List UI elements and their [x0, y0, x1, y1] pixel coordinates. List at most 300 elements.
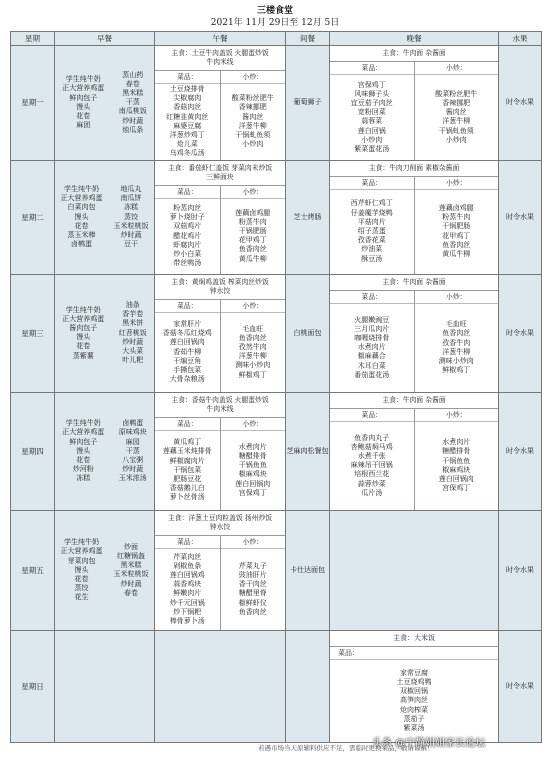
dish-item: 香辣挪肥: [238, 103, 267, 112]
dish-item: 西芹虾仁鸡丁: [350, 199, 393, 208]
dish-item: 剁椒鱼条: [173, 561, 202, 570]
dish-item: 鲜椒鸡丁: [238, 370, 267, 379]
dish-item: 培根西兰花: [354, 470, 390, 479]
menu-row: [11, 160, 542, 274]
dish-item: 绍子蒸蛋: [357, 227, 386, 236]
breakfast-item: 麻园: [125, 437, 140, 446]
breakfast-cell: [55, 274, 155, 392]
dish-item: 小炒肉: [445, 135, 467, 144]
date-range: 2021年 11月 29日至 12月 5日: [210, 18, 340, 28]
breakfast-list-a: [61, 538, 103, 602]
lunch-dishes-column: [155, 300, 220, 392]
dish-item: 酥豆汤: [361, 254, 383, 263]
breakfast-item: 原味鸡块: [118, 428, 147, 437]
breakfast-item: 香芋卷: [122, 310, 144, 319]
breakfast-item: 南瓜桃饭: [118, 107, 147, 116]
breakfast-item: 玉米粒桃饭: [113, 570, 149, 579]
dish-item: 酱肉丝: [242, 112, 264, 121]
dish-item: 黄瓜鸡丁: [173, 438, 202, 447]
menu-body: [11, 46, 542, 743]
dinner-dishes-label: 菜品：: [330, 62, 414, 75]
breakfast-item: 蒸饺: [124, 212, 138, 221]
dinner-block: [330, 161, 498, 274]
lunch-block: [155, 275, 285, 392]
dish-item: 酱肉丝: [445, 108, 467, 117]
snack-cell: 卡仕达面包: [286, 510, 330, 630]
header-breakfast: 早餐: [55, 32, 155, 46]
dish-item: 香干肉丝: [238, 580, 267, 589]
dish-item: 洋葱牛柳: [442, 347, 471, 356]
dish-item: 家常肝片: [173, 320, 202, 328]
dish-item: 香辣挪肥: [442, 98, 471, 107]
breakfast-item: 红苕桃饭: [118, 328, 147, 337]
dish-item: 炝儿菜: [176, 140, 198, 149]
lunch-dishes-column: [155, 186, 220, 274]
dish-item: 鱼香肉丝: [442, 240, 471, 249]
dish-item: 大骨杂粮汤: [169, 375, 205, 384]
dinner-staple: [330, 46, 498, 62]
dish-item: 火腿嫩豌豆: [354, 315, 390, 324]
lunch-block: [155, 393, 285, 510]
dish-item: 黄瓜牛柳: [442, 250, 471, 259]
breakfast-item: 芽菜肉包: [67, 556, 96, 565]
dinner-dishes: [330, 409, 498, 510]
dish-item: 瓜片汤: [361, 488, 383, 497]
dinner-dishes-column: [330, 62, 414, 160]
lunch-staple: [155, 393, 285, 418]
breakfast-item: 卤鹌蛋: [122, 419, 144, 428]
lunch-dishes: [155, 300, 285, 392]
dish-item: 干锅肥肠: [442, 222, 471, 231]
lunch-dishes-list: [155, 313, 220, 392]
breakfast-list-a: [62, 75, 104, 130]
dish-item: 测味小炒肉: [235, 361, 271, 370]
lunch-stir-fry-label: 小炒：: [221, 186, 286, 199]
dish-item: 棒骨萝卜汤: [169, 617, 205, 626]
breakfast-item: 麻团: [76, 121, 91, 130]
dish-item: 孜然牛肉: [238, 343, 267, 352]
weekly-menu-table: [10, 31, 542, 743]
dish-item: 糖醋里脊: [238, 589, 267, 598]
watermark: 头条 @宁静姐姐家长论坛: [372, 738, 486, 749]
dinner-block: [330, 631, 498, 742]
dish-item: 鱼香肉丝: [238, 245, 267, 254]
lunch-stir-fry-list: [221, 431, 286, 510]
menu-row: [11, 630, 542, 742]
dish-item: 蒜蓉菜: [361, 117, 383, 126]
lunch-dishes-label: 菜品：: [155, 536, 220, 549]
header-fruit: 水果: [499, 32, 542, 46]
dish-item: 水煮千张: [357, 452, 386, 460]
lunch-cell: [155, 160, 286, 274]
breakfast-item: 蒸饺: [74, 584, 89, 593]
header-snack: 间餐: [286, 32, 330, 46]
dish-item: 莲藕卤鸡腿: [438, 204, 474, 213]
dish-item: 宫保鸡丁: [238, 488, 267, 497]
dish-item: 椒麻藕合: [357, 352, 386, 361]
dinner-dishes: [330, 62, 498, 160]
breakfast-item: 鲜肉包子: [69, 93, 98, 102]
lunch-dishes: [155, 186, 285, 274]
dish-item: 鱼香肉丸子: [354, 433, 390, 442]
breakfast-item: 鲜肉包子: [69, 437, 98, 446]
dish-item: 杏鲍菇焖马鸡: [350, 442, 393, 451]
breakfast-item: 花卷: [76, 112, 91, 121]
dish-item: 鲜椒鸡丁: [442, 366, 471, 375]
dish-item: 家常豆腐: [400, 668, 428, 677]
menu-row: [11, 46, 542, 161]
dish-item: 糖醋排骨: [442, 447, 471, 456]
lunch-staple-line: 三鲜面块: [206, 172, 234, 181]
breakfast-item: 冻糕: [124, 203, 138, 212]
dish-item: 麻婆豆腐: [173, 121, 202, 130]
dinner-dishes: [330, 291, 498, 392]
dinner-stir-fry-list: [415, 304, 499, 392]
dinner-staple-line: 主食：牛肉面 杂酱面: [382, 277, 446, 286]
dish-item: 干编豆角: [173, 356, 202, 365]
dinner-block: [330, 393, 498, 510]
dish-item: 芹菜肉丝: [173, 552, 202, 561]
dish-item: 木耳白菜: [357, 361, 386, 370]
lunch-staple: [155, 46, 285, 71]
dish-item: 宽粉回菜: [357, 108, 386, 117]
breakfast-item: 黑米糕: [120, 561, 142, 570]
dinner-dishes-list: [330, 190, 414, 274]
dish-item: 麻辣吊干回锅: [350, 461, 393, 470]
breakfast-item: 炒河粉: [72, 465, 94, 474]
lunch-dishes-column: [155, 536, 220, 630]
dish-item: 风味狮子头: [354, 89, 390, 98]
dish-item: 莲白回锅肉: [169, 338, 205, 347]
dinner-dishes-column: [330, 291, 414, 392]
dish-item: 乌鸡冬瓜汤: [169, 149, 205, 158]
lunch-stir-fry-column: [220, 418, 286, 510]
dish-item: 宜豆茄子肉丝: [350, 98, 393, 107]
dish-item: 双椒回锅: [400, 687, 428, 696]
dish-item: 莲白回锅肉: [235, 479, 271, 488]
dish-item: 毛血旺: [445, 320, 467, 329]
lunch-dishes-list: [155, 84, 220, 160]
dish-item: 花甲鸡丁: [238, 236, 267, 245]
dish-item: 干锅鱼鱼: [442, 456, 471, 465]
dinner-staple-line: 主食：牛肉面 杂酱面: [382, 49, 446, 57]
breakfast-item: 馒头: [74, 212, 89, 221]
snack-cell: [286, 630, 330, 742]
dinner-staple-line: 主食：牛肉面 杂酱面: [382, 395, 446, 404]
dinner-cell: [330, 630, 499, 742]
lunch-dishes-list: [155, 199, 220, 274]
breakfast-list-a: [62, 306, 104, 361]
breakfast-item: 大头菜: [122, 347, 144, 356]
lunch-dishes: [155, 71, 285, 160]
dish-item: 酸菜粉丝肥牛: [435, 89, 478, 98]
breakfast-item: 学生纯牛奶: [65, 75, 101, 84]
dish-item: 香菇肉丝: [173, 103, 202, 112]
dish-item: 干锅虬鱼须: [235, 131, 271, 140]
lunch-dishes-column: [155, 418, 220, 510]
weekday-cell: 星期五: [11, 510, 55, 630]
breakfast-cell: [55, 510, 155, 630]
breakfast-item: 炒时蔬: [120, 579, 142, 588]
dish-item: 水煮肉片: [238, 442, 267, 451]
breakfast-item: 黑米饼: [122, 319, 144, 328]
dinner-dishes-list: [330, 660, 498, 742]
dinner-dishes-list: [330, 422, 414, 510]
dinner-staple: [330, 275, 498, 291]
menu-row: [11, 392, 542, 510]
fruit-cell: 时令水果: [499, 46, 542, 161]
dish-item: 宫保鸡丁: [357, 80, 386, 89]
dish-item: 鲜嫩肉片: [173, 589, 202, 598]
dish-item: 糖醋排骨: [238, 451, 267, 460]
dish-item: 莲藕玉米炖排骨: [162, 447, 212, 456]
weekday-cell: 星期日: [11, 630, 55, 742]
breakfast-item: 正大营养鸡蛋: [62, 428, 105, 437]
snack-cell: 芝士烤肠: [286, 160, 330, 274]
dish-item: 莲白回锅肉: [438, 475, 474, 484]
dinner-stir-fry-column: [414, 409, 499, 510]
dish-item: 香菇冬瓜红烧鸡: [162, 329, 212, 338]
lunch-dishes-label: 菜品：: [155, 418, 220, 431]
lunch-block: [155, 46, 285, 160]
weekday-cell: 星期四: [11, 392, 55, 510]
dish-item: 椒麻鸡块: [442, 465, 471, 474]
lunch-staple-line: 主食：番茄虾仁盖饭 芽菜肉末炒饭: [167, 163, 273, 172]
lunch-stir-fry-label: 小炒：: [221, 418, 286, 431]
breakfast-item: 馒头: [76, 446, 91, 455]
breakfast-item: 卤鹌蛋: [71, 240, 92, 249]
fruit-cell: 时令水果: [499, 510, 542, 630]
dish-item: 洋葱牛柳: [442, 117, 471, 126]
breakfast-item: 叶儿粑: [122, 356, 144, 365]
breakfast-item: 正大营养鸡蛋: [62, 84, 105, 93]
dish-item: 醋花鸡片: [173, 231, 202, 240]
lunch-stir-fry-list: [221, 549, 286, 630]
fruit-cell: 时令水果: [499, 630, 542, 742]
header-dinner: 晚餐: [330, 32, 499, 46]
dinner-cell: [330, 392, 499, 510]
lunch-stir-fry-list: [221, 84, 286, 160]
dinner-dishes-column: [330, 177, 414, 274]
breakfast-item: 炒时蔬: [122, 465, 144, 474]
dish-item: 紫菜汤: [403, 724, 425, 733]
menu-row: [11, 510, 542, 630]
breakfast-item: 白菜肉包: [67, 203, 96, 212]
dinner-dishes-label: 菜品：: [330, 291, 414, 304]
breakfast-item: 红糖锅盔: [117, 552, 145, 561]
dish-item: 虾腐肉片: [173, 240, 202, 249]
breakfast-list-b: [114, 543, 149, 598]
lunch-staple: [155, 161, 285, 186]
breakfast-item: 馒头: [76, 102, 91, 111]
dish-item: 测味小炒肉: [438, 356, 474, 365]
lunch-stir-fry-list: [221, 199, 286, 274]
breakfast-item: 地瓜丸: [120, 184, 142, 193]
breakfast-item: 学生纯牛奶: [65, 419, 101, 428]
dinner-dishes-column: [330, 409, 414, 510]
lunch-staple-line: 主食：黄焖鸡盖饭 榨菜肉丝炒饭: [171, 277, 269, 286]
breakfast-item: 正大营养鸡蛋: [62, 314, 105, 323]
dish-item: 蒜香鸡块: [173, 580, 202, 589]
dish-item: 莲白回锅: [357, 126, 386, 135]
dish-item: 蒜蓉炒菜: [357, 479, 386, 488]
breakfast-list-b: [119, 301, 147, 365]
dish-item: 仔姜魔芋烧鸭: [350, 208, 393, 217]
breakfast-item: 酱肉包子: [69, 324, 98, 333]
lunch-cell: [155, 630, 286, 742]
lunch-staple-line: 主食：香菇牛肉盖饭 火腿蛋炒饭: [171, 395, 269, 404]
breakfast-item: 蒸山药: [122, 70, 144, 79]
dish-item: 洋葱牛柳: [238, 121, 267, 130]
dinner-stir-fry-label: 小炒：: [415, 177, 499, 190]
menu-title: 三楼食堂: [256, 6, 293, 16]
fruit-cell: 时令水果: [499, 392, 542, 510]
dish-item: 番茄蛋花汤: [354, 370, 390, 379]
breakfast-item: 南瓜饼: [120, 194, 142, 203]
dish-item: 萝卜烧肘子: [169, 213, 205, 222]
breakfast-item: 花生: [74, 593, 89, 602]
breakfast-list-b: [119, 71, 147, 135]
footnote: 若遇市场当天原辅料供应不足，需临时更换菜品，敬请谅解！: [258, 744, 434, 752]
dish-item: 带丝鸭汤: [173, 259, 202, 268]
breakfast-item: 春卷: [124, 588, 138, 597]
lunch-dishes: [155, 418, 285, 510]
snack-cell: 芝麻肉松餐包: [286, 392, 330, 510]
dinner-block: [330, 46, 498, 160]
breakfast-item: 冻糕: [76, 474, 91, 483]
breakfast-item: 花卷: [76, 455, 91, 464]
dish-item: 黄瓜牛柳: [238, 254, 267, 263]
lunch-staple: [155, 511, 285, 536]
snack-cell: 葡萄狮子: [286, 46, 330, 161]
breakfast-item: 干蒸: [125, 98, 140, 107]
dinner-dishes-list: [330, 75, 414, 160]
lunch-dishes-list: [155, 549, 220, 630]
dish-item: 小炒肉: [242, 140, 264, 149]
dish-item: 炒小白菜: [173, 249, 202, 258]
lunch-dishes-list: [155, 431, 220, 510]
dish-item: 炒下锅粑: [173, 607, 202, 616]
lunch-staple-line: 牛肉米线: [206, 58, 234, 66]
fruit-cell: 时令水果: [499, 160, 542, 274]
lunch-stir-fry-list: [221, 313, 286, 392]
lunch-block: [155, 511, 285, 630]
breakfast-item: 玉米浓汤: [118, 474, 147, 483]
breakfast-item: 学生纯牛奶: [64, 184, 99, 193]
breakfast-item: 炒时蔬: [120, 230, 142, 239]
breakfast-item: 烛瓜条: [122, 125, 144, 134]
dish-item: 萝卜丝骨汤: [169, 493, 205, 502]
dish-item: 土豆烧鸡鸭: [396, 678, 432, 687]
dinner-dishes-label: 菜品：: [330, 177, 414, 190]
dish-item: 小炒肉: [361, 135, 383, 144]
dinner-stir-fry-list: [415, 190, 499, 274]
breakfast-list-a: [62, 419, 104, 483]
dinner-cell: [330, 510, 499, 630]
lunch-cell: [155, 46, 286, 161]
dish-item: 高笋肉丝: [400, 696, 428, 705]
dinner-stir-fry-label: 小炒：: [415, 62, 499, 75]
dish-item: 椒鲜虾仪: [238, 598, 267, 607]
lunch-stir-fry-column: [220, 300, 286, 392]
dinner-stir-fry-column: [414, 177, 499, 274]
dish-item: 双菇鸡片: [173, 222, 202, 231]
breakfast-item: 油条: [125, 301, 140, 309]
dish-item: 鱼香肉丝: [442, 329, 471, 338]
dinner-dishes-list: [330, 304, 414, 392]
lunch-stir-fry-column: [220, 186, 286, 274]
breakfast-cell: [55, 392, 155, 510]
dinner-staple: [330, 393, 498, 409]
dish-item: 手撕包菜: [173, 366, 202, 375]
dinner-staple: 主食：大米饭: [330, 631, 498, 647]
lunch-cell: [155, 510, 286, 630]
dish-item: 水煮肉片: [442, 438, 471, 447]
lunch-stir-fry-label: 小炒：: [221, 536, 286, 549]
dinner-stir-fry-label: 小炒：: [415, 409, 499, 422]
breakfast-item: 花卷: [76, 342, 91, 351]
lunch-stir-fry-column: [220, 71, 286, 160]
breakfast-item: 花卷: [74, 575, 89, 584]
breakfast-item: 干蒸: [125, 446, 140, 455]
breakfast-item: 蒸紫薯: [72, 351, 94, 360]
breakfast-item: 炒时蔬: [122, 116, 144, 125]
dish-item: 洋葱牛柳: [238, 352, 267, 361]
dish-item: 宫保鸡丁: [442, 484, 471, 493]
dish-item: 炝肉榨菜: [400, 705, 428, 714]
lunch-dishes-label: 菜品：: [155, 186, 220, 199]
dish-item: 水煮肉片: [357, 343, 386, 352]
dish-item: 紫菜蛋花汤: [354, 144, 390, 153]
lunch-dishes-label: 菜品：: [155, 300, 220, 313]
dish-item: 红糖韭黄肉丝: [166, 112, 209, 121]
breakfast-item: 八宝粥: [122, 455, 144, 464]
lunch-cell: [155, 392, 286, 510]
breakfast-item: 蒸玉米棒: [67, 230, 96, 239]
dinner-dishes-label: 菜品：: [330, 647, 498, 660]
dish-item: 肥肠豆花: [173, 474, 202, 483]
dish-item: 鲜椒腐肉片: [169, 456, 205, 465]
breakfast-cell: [55, 46, 155, 161]
dish-item: 椒麻鸡块: [238, 470, 267, 479]
dish-item: 香菇鹅儿白: [169, 484, 205, 493]
header-weekday: 星期: [11, 32, 55, 46]
dish-item: 干锅肥肠: [238, 226, 267, 235]
breakfast-item: 炒面: [124, 542, 138, 551]
dish-item: 三月瓜肉片: [354, 324, 390, 333]
lunch-staple-line: 牛肉米线: [206, 404, 234, 413]
lunch-staple-line: 钟水饺: [209, 522, 231, 531]
lunch-staple-line: 主食：洋葱土豆肉粒盖饭 扬州炒饭: [167, 513, 273, 522]
dish-item: 洋葱炒鸡丁: [169, 131, 205, 140]
dish-item: 炒千元回锅: [169, 598, 205, 607]
dinner-stir-fry-column: [414, 291, 499, 392]
dish-item: 毛血旺: [242, 324, 264, 333]
dish-item: 土豆烧排骨: [169, 85, 205, 94]
dish-item: 干锅虬鱼须: [438, 126, 474, 135]
dinner-block: [330, 275, 498, 392]
dish-item: 莲藕卤鸡腿: [235, 208, 271, 217]
breakfast-item: 正大营养鸡蛋: [60, 194, 103, 203]
dish-item: 粉蒸牛肉: [442, 213, 471, 222]
breakfast-item: 学生纯牛奶: [64, 538, 99, 547]
dish-item: 粉蒸肉丝: [173, 203, 202, 212]
dinner-stir-fry-label: 小炒：: [415, 291, 499, 304]
breakfast-list-b: [114, 185, 149, 249]
dish-item: 酸菜粉丝肥牛: [231, 94, 274, 103]
breakfast-list-b: [119, 419, 147, 483]
lunch-dishes-column: [155, 71, 220, 160]
